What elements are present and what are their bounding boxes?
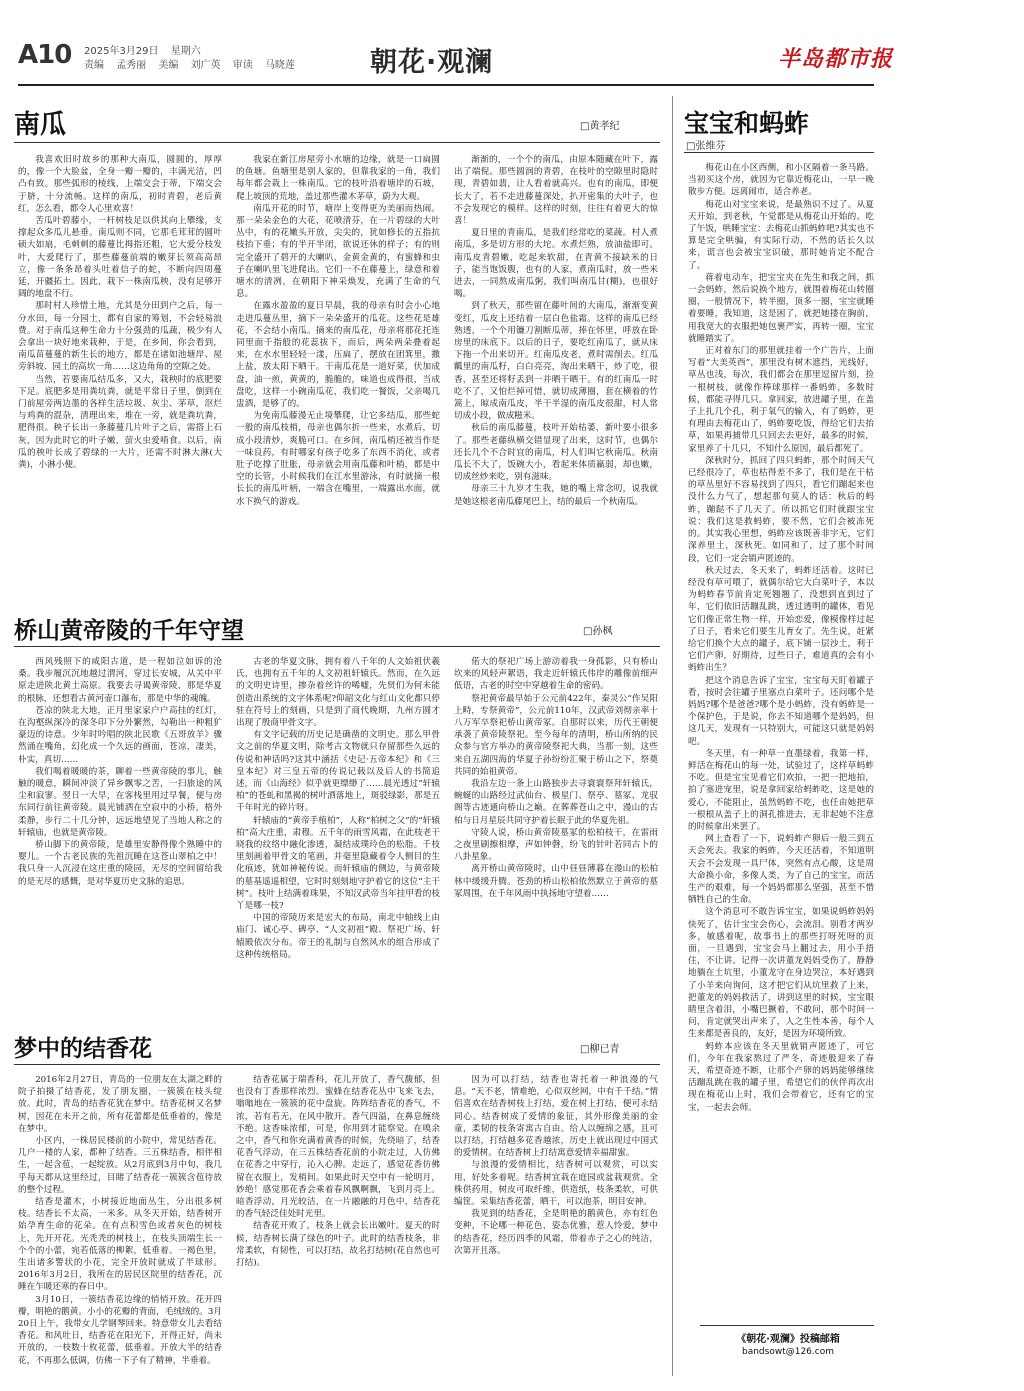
col-baby-1 bbox=[688, 162, 874, 1322]
paragraph: 古老的华夏文脉，拥有着八千年的人文始祖伏羲氏，也拥有五千年的人文初祖轩辕氏。然而，在久远的文明史诗里，掺杂着丝许的唏嘘，先贤们为何未能创造出系统的文字体系呢?仰韶文化与红山文化都只停驻在符号上的刻画，只是到了商代晚期，九州方圆才出现了殷商甲骨文字。 bbox=[236, 657, 440, 729]
paragraph: 偌大的祭祀广场上游动着我一身孤影，只有桥山坎来的风轻声絮语，我走近轩辕氏伟岸的雕像前细声低语，古老的时空中穿越着生命的密码。 bbox=[454, 657, 658, 692]
paragraph: 南瓜开花的时节，塘岸上变得更为美丽而热闹。那一朵朵金色的大花，花喷清芬，在一片碧绿的大叶丛中，有的花嫩头开放，尖尖的，犹如修长的五指抗枝抬下垂；有的半开半闭，欲说还休的样子；有的则完全盛开了碧开的大喇叭，金黄金黄的，有蜜蜂和虫子在喇叭里飞进爬出。它们一不在藤蔓上，绿意和着塘水的清冽，在朝阳下神采焕发，充满了生命的气息。 bbox=[236, 203, 440, 300]
paragraph: 冬天里，有一种草一直墨绿着，我第一样，鲜活在梅花山的每一处，试验过了，这样草蚂蚱不吃。但是宝宝见着它们欢拍，一把一把地拍，拍了塞进宠里，说是拿回家给蚂蚱吃，这是她的爱心，不能阻止，虽然蚂蚱不吃，也任由她把草一根根从盖子上的洞孔推进去，无非起她不注意的时候拿出来罢了。 bbox=[688, 748, 874, 832]
paragraph: 梅花山对宝宝来说，是最熟识不过了。从夏天开始，到老秋，午觉都是从梅花山开始的。吃了午饭，哄睡宝宝：去梅花山抓蚂蚱吧?其实也不算是完全哄骗，有实际行动，不然的话长久以来，谎言也会被宝宝识破，那时她肯定不配合了。 bbox=[688, 199, 874, 271]
col-pumpkin-2 bbox=[236, 154, 440, 594]
editor-credits bbox=[84, 56, 304, 71]
paragraph: 苦瓜叶碧藤小，一杆树枝足以供其向上攀缘，支撑起众多瓜儿悬垂。南瓜则不同，它那毛茸茸的圆叶硕大如扇，毛刺刺的藤蔓比拇指还粗，它大爱分枝发叶，大爱爬行了，那些藤蔓前端的嫩芽长须高高昂立，像一条条昂着头吐着信子的蛇，不断向四周蔓延，开疆拓土。因此，栽下一株南瓜秧，没有足够开阔的地盘不行。 bbox=[18, 216, 222, 300]
paragraph: 我们喝着暖暖的茶，聊着一些黄帝陵的事儿，触触的暖意，瞬间冲淡了异乡飘零之苦，一扫旅途的风尘和寂寥。翌日一大早，在客栈里用过早餐，便与房东同行前往黄帝陵。晨光铺洒在空寂中的小桥，格外柔静，步行二十几分钟，远远地望见了当地人称之的轩辕庙，也就是黄帝陵。 bbox=[18, 766, 222, 838]
title-rule-mausoleum bbox=[14, 646, 660, 647]
col-daphne-1 bbox=[18, 1074, 222, 1374]
body-daphne bbox=[18, 1074, 658, 1374]
paragraph: 小区内，一株居民楼前的小院中，常见结香花。几户一楼的人家，都种了结香。三五株结香，相伴相生，一起含苞，一起绽放。从2月底到3月中旬，我几乎每天都从这里经过，目睹了结香花一簇簇含苞待放的整个过程。 bbox=[18, 1136, 222, 1195]
paragraph: 中国的帝陵历来是宏大的布局，南北中轴线上由庙门、诚心亭、碑亭、“人文初祖”殿、祭祀广场、轩辕殿依次分布。帝王的礼制与自然风水的组合形成了这种传统格局。 bbox=[236, 913, 440, 960]
issue-date: 2025年3月29日 bbox=[84, 46, 159, 57]
paragraph: 网上查看了一下，说蚂蚱产卵后一般三到五天会死去。我家的蚂蚱，今天还活着，不知道明天会不会发现一具尸体，突然有点心酸，这是周大命换小命，多像人类，为了自己的宝宝，而活生产的艰难，每一个妈妈都那么坚强，甚至不惜牺牲自己的生命。 bbox=[688, 834, 874, 906]
paragraph: 夏日里的青南瓜，是我们经常吃的菜蔬。村人煮南瓜，多是切方形的大坨。水煮烂熟，放油盐即可。南瓜皮青碧嫩，吃起来软甜，在青黄不接缺米的日子，能当饱饭腹，也有的人家，煮南瓜时，放一些米进去，一同熬成南瓜粥，我们叫南瓜甘(糊)，也很好喝。 bbox=[454, 228, 658, 300]
designer-label: 美编 bbox=[158, 60, 179, 71]
article-title-baby: 宝宝和蚂蚱 bbox=[684, 109, 810, 138]
paragraph: 祭祀黄帝最早始于公元前422年，秦灵公“作吴阳上畤，专祭黄帝”，公元前110年，汉武帝刘彻亲率十八万军卒祭祀桥山黄帝冢。自那时以来，历代王朝便承袭了黄帝陵祭祀。至今每年的清明，桥山所纳的民众参与官方举办的黄帝陵祭祀大典，当那一刻，这些来自五湖四海的华夏子孙纷纷汇聚于桥山之下，祭奠共同的始祖黄帝。 bbox=[454, 693, 658, 777]
paragraph: 秋后的南瓜藤蔓，枝叶开始枯萎，新叶要小很多了。那些老藤纵横交错显现了出来，这时节，也偶尔还长几个不合时宜的南瓜，村人们叫它秋南瓜。秋南瓜长不大了，饭碗大小，看起来体质羸弱，却也嫩，切成丝炒来吃，别有滋味。 bbox=[454, 423, 658, 483]
paragraph: 桥山脚下的黄帝陵，是雄里安静得像个熟睡中的婴儿。一个古老民族的先祖沉睡在这苍山翠柏之中！我只身一人沉浸在这庄重的陵园，无尽的空间留给我的是无尽的感慨，是对华夏历史文脉的追思。 bbox=[18, 840, 222, 887]
byline-pumpkin: □黄孝纪 bbox=[580, 121, 620, 132]
column-divider bbox=[672, 96, 673, 1376]
editor-label: 责编 bbox=[84, 60, 104, 71]
paragraph: 到了秋天，那些留在藤叶间的大南瓜，渐渐变黄变红，瓜皮上还结着一层白色盐霜。这样的南瓜已经熟透，一个个用镰刀割断瓜蒂，捧在怀里，呼放在卧房里的床底下。以后的日子，要吃红南瓜了，就从床下拖一个出来切开。红南瓜皮老，煮时需削去。红瓜瓤里的南瓜籽，白白亮亮，淘出来晒干，炒了吃，很香，甚至还将籽丢到一并晒干晒干。有的红南瓜一时吃不了，又怕烂掉可惜，就切成薄圈，套在横着的竹篙上，晾成南瓜皮，半干半湿的南瓜皮很甜，村人常切成小段，做成糍米。 bbox=[454, 301, 658, 422]
paragraph: 把这个消息告诉了宝宝，宝宝每天盯着罐子看，按时会往罐子里塞点白菜叶子。还问哪个是妈妈?哪个是爸爸?哪个是小蚂蚱，没有蚂蚱是一个保护色，于是说，你去不知道哪个是妈妈，但这几天，发现有一只特别大，可能这只就是妈妈吧。 bbox=[688, 675, 874, 747]
date-line bbox=[84, 42, 210, 57]
mailbox-title: 《朝花·观澜》投稿邮箱 bbox=[736, 1334, 840, 1345]
paragraph: 有文字记载的历史记是确凿的文明史。那么甲骨文之前的华夏文明，除考古文物就只存留那些久远的传说和神话吗?这其中涵括《史记·五帝本纪》和《三皇本纪》对三皇五帝的传说记载以及后人的书简追述，而《山海经》似乎就更缥缈了……晨光透过“轩辕柏”的苍虬和黑褐的树叶洒落地上，斑驳绿影，那是五千年时光的碎片呀。 bbox=[236, 730, 440, 814]
mailbox-email[interactable]: bandsowt@126.com bbox=[742, 1347, 834, 1357]
paragraph: 渐渐的，一个个的南瓜，由原本随藏在叶下，露出了端倪。那些圆润的青碧，在枝叶的空隙里时隐时现，青碧如翡，让人看着就高兴。也有的南瓜，即便长大了，若不走进藤蔓深处，扒开密集的大叶子，也不会发现它的模样。这样的时刻，往往有着更大的惊喜！ bbox=[454, 155, 658, 227]
paragraph: 为免南瓜藤漫无止境攀爬，让它多结瓜，那些蛇一般的南瓜枝梢，母亲也偶尔折一些来，水煮后，切成小段清炒，爽脆可口。在乡间，南瓜梢还被当作是一味良药，有时哪家有孩子吃多了东西不消化，或者肚子吃撑了肚胀，母亲就会用南瓜藤和叶梢，都是中空的长管，小时候我们在江水里游泳，有时就摘一根长长的南瓜叶柄，一端含在嘴里，一端露出水面，就水下换气的游戏。 bbox=[236, 411, 440, 507]
byline-mausoleum: □孙枫 bbox=[583, 626, 613, 637]
designer-name: 刘广英 bbox=[190, 60, 221, 71]
paragraph: 轩辕庙的“黄帝手植柏”，人称“柏树之父”的“轩辕柏”高大庄重，肃穆。五千年的雨雪风霜，在此枝老干晓我的纹络中融化渗透，凝结成璞玲色的松脂。千枝里刻画着甲骨文的笔画，并毫里隐藏着令人侧目的生化痕迹，犹如神秘传说。而轩辕庙的侧边，与黄帝陵的墓基遥遥相望，它时时刻刻地守护着它的这位“主干树”。枝叶上结满着珠果，不知汉武帝当年挂甲看的枝丫是哪一枝? bbox=[236, 815, 440, 912]
reviewer-name: 马晓莲 bbox=[264, 60, 295, 71]
col-pumpkin-1 bbox=[18, 154, 222, 594]
col-mausoleum-3 bbox=[454, 656, 658, 1034]
paragraph: 结香是灌木，小树接近地面丛生，分出很多树枝。结香长不太高，一米多。从冬天开始，结香树开始孕育生命的花朵。在有点积雪色或者灰色的树枝上，先开开花。光秃秃的树枝上，在枝头顶端生长一个个的小蕾，宛若低落的柳絮，低垂着。一褐色里，生出诸多警状的小花，完全开放时就成了半球形。2016年3月2日，我所在的居民区院里的结香花，沉睡在乍暖还寒的春日中。 bbox=[18, 1197, 222, 1293]
paragraph: 与浪漫的爱情相比，结香树可以观赏，可以实用，好处多着呢。结香树宜栽在庭园或盆栽观赏。全株供药用，树皮可取纤维，供造纸，枝条柔软，可供编筐。采集结香花蕾，晒干，可以泡茶，明目安神。 bbox=[454, 1160, 658, 1208]
paragraph: 秋天过去，冬天来了，蚂蚱还活着。这时已经没有草可喂了，就偶尔给它大白菜叶子，本以为蚂蚱春节前肯定死翘翘了，没想到直到过了年，它们依旧活蹦乱跳，透过透明的罐体，看见它们像正常生物一样，开始恋爱，像模像样过起了日子，看来它们要生儿育女了。先生说，赶紧给它们换个大点的罐子，底下铺一层沙土，利于它们产卵，好期待，过些日子，难道真的会有小蚂蚱出生？ bbox=[688, 565, 874, 674]
paragraph: 3月10日，一簇结香花边缘的悄悄开放。花开四瓣，明艳的鹅黄。小小的花瓣的背面，毛绒绒的。3月20日上午，我带女儿学钢琴回来。特意带女儿去看结香花。和风吐日，结香花在阳光下，开得正好，尚未开放的，一枝数十枚花蕾，低垂着。开放大半的结香花，不再那么低调，仿佛一下子有了精神，半垂着。 bbox=[18, 1294, 222, 1366]
title-rule-daphne bbox=[14, 1064, 660, 1065]
paragraph: 结香花属于瑞香科，花儿开放了，香气馥郁，但也没有丁香那样浓烈。蜜蜂在结香花丛中飞来飞去，嗡嗡地在一簇簇的花中盘旋。阵阵结香花的香气，不浓，若有若无，在风中散开。香气四溢，在鼻息缠绕不绝。这香味浓郁，可是，你用到才能察觉。在嗅余之中，香气和你充满着黄香的时候，先绕暗了，结香花香气浮动，在三五株结香花前的小院走过，人仿佛在花香之中穿行，沁入心脾。走远了，感觉花香仿佛留在衣服上，发梢间。如果此时天空中有一轮明月，妙绝！感觉那花香会乘着春风飘啊飘，飞到月亮上。暗香浮动，月光皎洁，在一片融融的月色中，结香花的香气轻泛佳处时光里。 bbox=[236, 1075, 440, 1220]
paragraph: 守陵人说，桥山黄帝陵墓冢的松柏枝干，在雷雨之夜里刷擦相摩，声如钟磬，纷飞的针叶若同古卜的八卦星象。 bbox=[454, 827, 658, 863]
paragraph: 2016年2月27日，青岛的一位朋友在太湖之畔的院子拍摄了结香花，发了朋友圈，一簇簇在枝头绽放。此时，青岛的结香花犹在梦中。结香花树又名梦树，因花在未开之前，所有花蕾都是低垂着的，像是在梦中。 bbox=[18, 1075, 222, 1134]
paragraph: 母亲三十九岁才生我，她的嘴上常念叨，说我就是她这根老南瓜藤尾巴上，结的最后一个秋南瓜。 bbox=[454, 484, 658, 507]
newspaper-logo: 半岛都市报 bbox=[778, 46, 894, 72]
article-title-daphne: 梦中的结香花 bbox=[14, 1036, 152, 1062]
paragraph: 蚂蚱本应该在冬天里就销声匿迹了，可它们，今年在我家熬过了严冬，奇迹般迎来了春天，希望奇迹不断，让那个产卵的妈妈能够继续活蹦乱跳在我的罐子里，希望它们的伙伴再次出现在梅花山上时，我们会带着它，还有它的宝宝，一起去会师。 bbox=[688, 1041, 874, 1113]
title-rule-pumpkin bbox=[14, 142, 660, 143]
paragraph: 离开桥山黄帝陵时，山中昼昼薄暮在漫山的松柏林中缓缓升腾。苍劲的桥山松柏依然默立于黄帝的墓冢周围，在千年风雨中执扬地守望着…… bbox=[454, 864, 658, 899]
col-daphne-3 bbox=[454, 1074, 658, 1374]
article-title-pumpkin: 南瓜 bbox=[14, 110, 67, 140]
col-pumpkin-3 bbox=[454, 154, 658, 594]
paragraph: 我家在新江房屋旁小水塘的边缘，就是一口扁圆的鱼塘。鱼塘里是别人家的，但靠我家的一角，我们每年都会栽上一株南瓜。它的枝叶沿着塘岸的石坡，爬上坡顶的荒地，盖过那些灌木茅草，蔚为大观。 bbox=[236, 155, 440, 202]
section-title: 朝花·观澜 bbox=[370, 47, 494, 78]
paragraph: 因为可以打结，结香也寄托着一种浪漫的气息。“天不老，情难绝，心似双丝网，中有千千结。”情侣喜欢在结香树枝上打结，爱在树上打结，便可永结同心。结香树成了爱情的象征，其外形像美丽的金童，柔韧的枝条寄寓古自由。给人以缠绵之感，且可以打结，打结越多花香越浓，历史上就出现过中国式的爱情树。在结香树上打结寓意爱情幸福甜蜜。 bbox=[454, 1075, 658, 1159]
paragraph: 正对着东门的那里就挂着一个广告片，上面写着“大美英西”，那里没有树木遮挡，光线好，草丛也浅，每次，我们都会在那里逗留片刻，捡一根树枝，就像作棒球那样一番蚂蚱，多数时候，都能寻得几只。拿回家，放进罐子里，在盖子上扎几个孔，利于氧气的输入，有了蚂蚱，更有理由去梅花山了，蚂蚱要吃饭，得给它们去抬草，如果再捕带几只回去去更好，最多的时候，家里养了十几只，不知什么原因，最后都死了。 bbox=[688, 346, 874, 454]
body-baby bbox=[688, 162, 874, 1322]
paragraph: 深秋时分，抓回了四只蚂蚱，那个时间天气已经很冷了，草也枯得差不多了，我们是在干枯的草丛里好不容易找到了四只，看它们蹦起来也没什么力气了，想起那句莫人的话：秋后的蚂蚱，蹦跶不了几天了。所以抓它们时就跟宝宝说：我们这是救蚂蚱，要不然，它们会被冻死的。其实我心里想，蚂蚱应该既善非宇无，它们深养里土，深秋死。如同和了，过了那个时间段，它们一定会销声匿迹的。 bbox=[688, 455, 874, 564]
byline-baby: □张维芬 bbox=[686, 141, 726, 152]
paragraph: 我见到的结香花，全是明艳的鹅黄色，亦有红色变种，不论哪一种花色，姿态优雅，惹人怜爱，梦中的结香花，经历四季的风霜，带着赤子之心的纯洁，次第开且落。 bbox=[454, 1209, 658, 1256]
paragraph: 西风残照下的咸阳古道，是一程如泣如诉的沧桑。我步履沉沉地越过渭河，穿过长安城，从关中平原走进陕北黄土高原。我要去寻谒黄帝陵，那是华夏的根脉，还想看古黄河壶口瀑布，那是中华的魂魄。 bbox=[18, 657, 222, 704]
page-number: A10 bbox=[18, 40, 72, 70]
editor-name: 孟秀丽 bbox=[116, 60, 147, 71]
paragraph: 苍凉的陕北大地，正月里家家户户高挂的红灯，在沟壑纵深冷的深冬印下分外繁然，勾勒出一种粗犷豪迈的诗意。少年时吟唱的陕北民歌《五哥放羊》骤然涌在嘴角，幻化成一个久远的画面，苍凉，凄美，朴实，真切…… bbox=[18, 705, 222, 765]
paragraph: 我喜欢旧时故乡的那种大南瓜，圆圆的，厚厚的，像一个大脸盆，全身一瓣一瓣的，丰满光洁，凹凸有致。那些弧形的棱线，上端交会于蒂，下端交会于脐，十分流畅。这样的南瓜，初时青碧，老后黄红，怎么看，都令人心里欢喜！ bbox=[18, 155, 222, 214]
paragraph: 梅花山在小区西侧，和小区隔着一条马路。当初买这个房，就因为它靠近梅花山，一早一晚散步方便。远离闹市，适合养老。 bbox=[688, 163, 874, 198]
title-rule-baby bbox=[684, 152, 874, 153]
paragraph: 我沿左边一条上山路独步去寻寰寰祭拜轩辕氏，蜿蜒的山路经过武仙台、极星门、祭亭、墓冢、龙驭阁等古迹通向桥山之巅。在葬葬苍山之中，漫山的古柏与日月星辰共同守护着长眠于此的华夏先祖。 bbox=[454, 779, 658, 826]
body-mausoleum bbox=[18, 656, 658, 1034]
body-pumpkin bbox=[18, 154, 658, 594]
paragraph: 那时村人珍惜土地，尤其是分田到户之后，每一分水田，每一分园土，都有自家的筹划，不会轻易浪费。对于南瓜这种生命力十分强劲的瓜蔬，极少有人会拿出一块好地来栽种，于是，在乡间，你会看到，南瓜苗蔓蔓的新生长的地方，都是在诸如池塘岸、屋旁斜坡、园土的高坎一角……这边角角的空隙之处。 bbox=[18, 301, 222, 373]
paragraph: 蒋着电动车，把宝宝夹在先生和我之间，抓一会蚂蚱，然后说换个地方，就围着梅花山转圈圈，一般情况下，转半圈，顶多一圈，宝宝就睡着要睡，我知道，这是困了，就把她搂在胸前，用我宽大的衣服把她包裹严实，再转一圈，宝宝就睡踏实了。 bbox=[688, 272, 874, 344]
paragraph: 当然，若要南瓜结瓜多，又大，栽秧时的底肥要下足。底肥多是用粪坑粪，就是平常日子里，倒到在门前屋旁两边墨的各样生活垃圾、灰尘、茅草，沤烂与鸡粪的混杂，清理出来，堆在一旁，就是粪坑粪，肥得很。秧子长出一条藤蔓几片叶子之后，需搭上石灰，因为此时它的叶子嫩，萤火虫爱啃食。以后，南瓜的秧叶长成了碧绿的一大片，还需不时淋大淋(大粪)，小淋小便。 bbox=[18, 374, 222, 471]
masthead-rule bbox=[18, 84, 874, 86]
paragraph: 结香花开败了，枝条上就会长出嫩叶。夏天的时候，结香树长满了绿色的叶子。此时的结香枝条，非常柔软，有韧性，可以打结，故名打结树(花自然也可打结)。 bbox=[236, 1221, 440, 1269]
paragraph: 在露水盈盈的夏日早晨，我的母亲有时会小心地走进瓜蔓丛里，摘下一朵朵盛开的瓜花。这些花是雄花，不会结小南瓜。摘来的南瓜花，母亲将那花托连同里面千指般的花蕊拔下，而后，两朵两朵叠着起来，在水水里轻轻一漾，压扁了，摆放在团箕里，撒上盐，放太阳下晒干。干南瓜花是一道好菜，伏加成盘，油一煎，黄黄的，脆脆的，味道也成得很，当成盘吃，这样一小碗南瓜花，我们吃一餐饭，父亲喝几盅酒，是够了的。 bbox=[236, 301, 440, 410]
reviewer-label: 审读 bbox=[232, 60, 253, 71]
submission-mailbox bbox=[703, 1330, 873, 1357]
mailbox-rule bbox=[700, 1325, 874, 1326]
col-mausoleum-2 bbox=[236, 656, 440, 1034]
article-title-mausoleum: 桥山黄帝陵的千年守望 bbox=[14, 618, 244, 644]
issue-weekday: 星期六 bbox=[170, 46, 201, 57]
masthead bbox=[0, 0, 1024, 80]
col-mausoleum-1 bbox=[18, 656, 222, 1034]
byline-daphne: □柳已青 bbox=[580, 1044, 620, 1055]
col-daphne-2 bbox=[236, 1074, 440, 1374]
paragraph: 这个消息可不敢告诉宝宝，如果说蚂蚱妈妈快死了，估计宝宝会伤心，会流泪。别看才两岁多，敏感着呢，故事书上的那些打呀死呀的页面，一旦遇到，宝宝会马上翻过去，用小手捂住，不让讲。记得一次讲董龙妈妈受伤了，静静地躺在土坑里，小董龙守在身边哭泣，本好遇到了小羊来向询问，这才把它们从坑里救了上来，把董龙的妈妈救活了，讲到这里的时候，宝宝眼睛里含着泪，小嘴巴撅着，不敢问，那个时间一问，肯定就哭出声来了，人之生性本善，每个人生来都是善良的，友好，是因为环境所致。 bbox=[688, 907, 874, 1040]
